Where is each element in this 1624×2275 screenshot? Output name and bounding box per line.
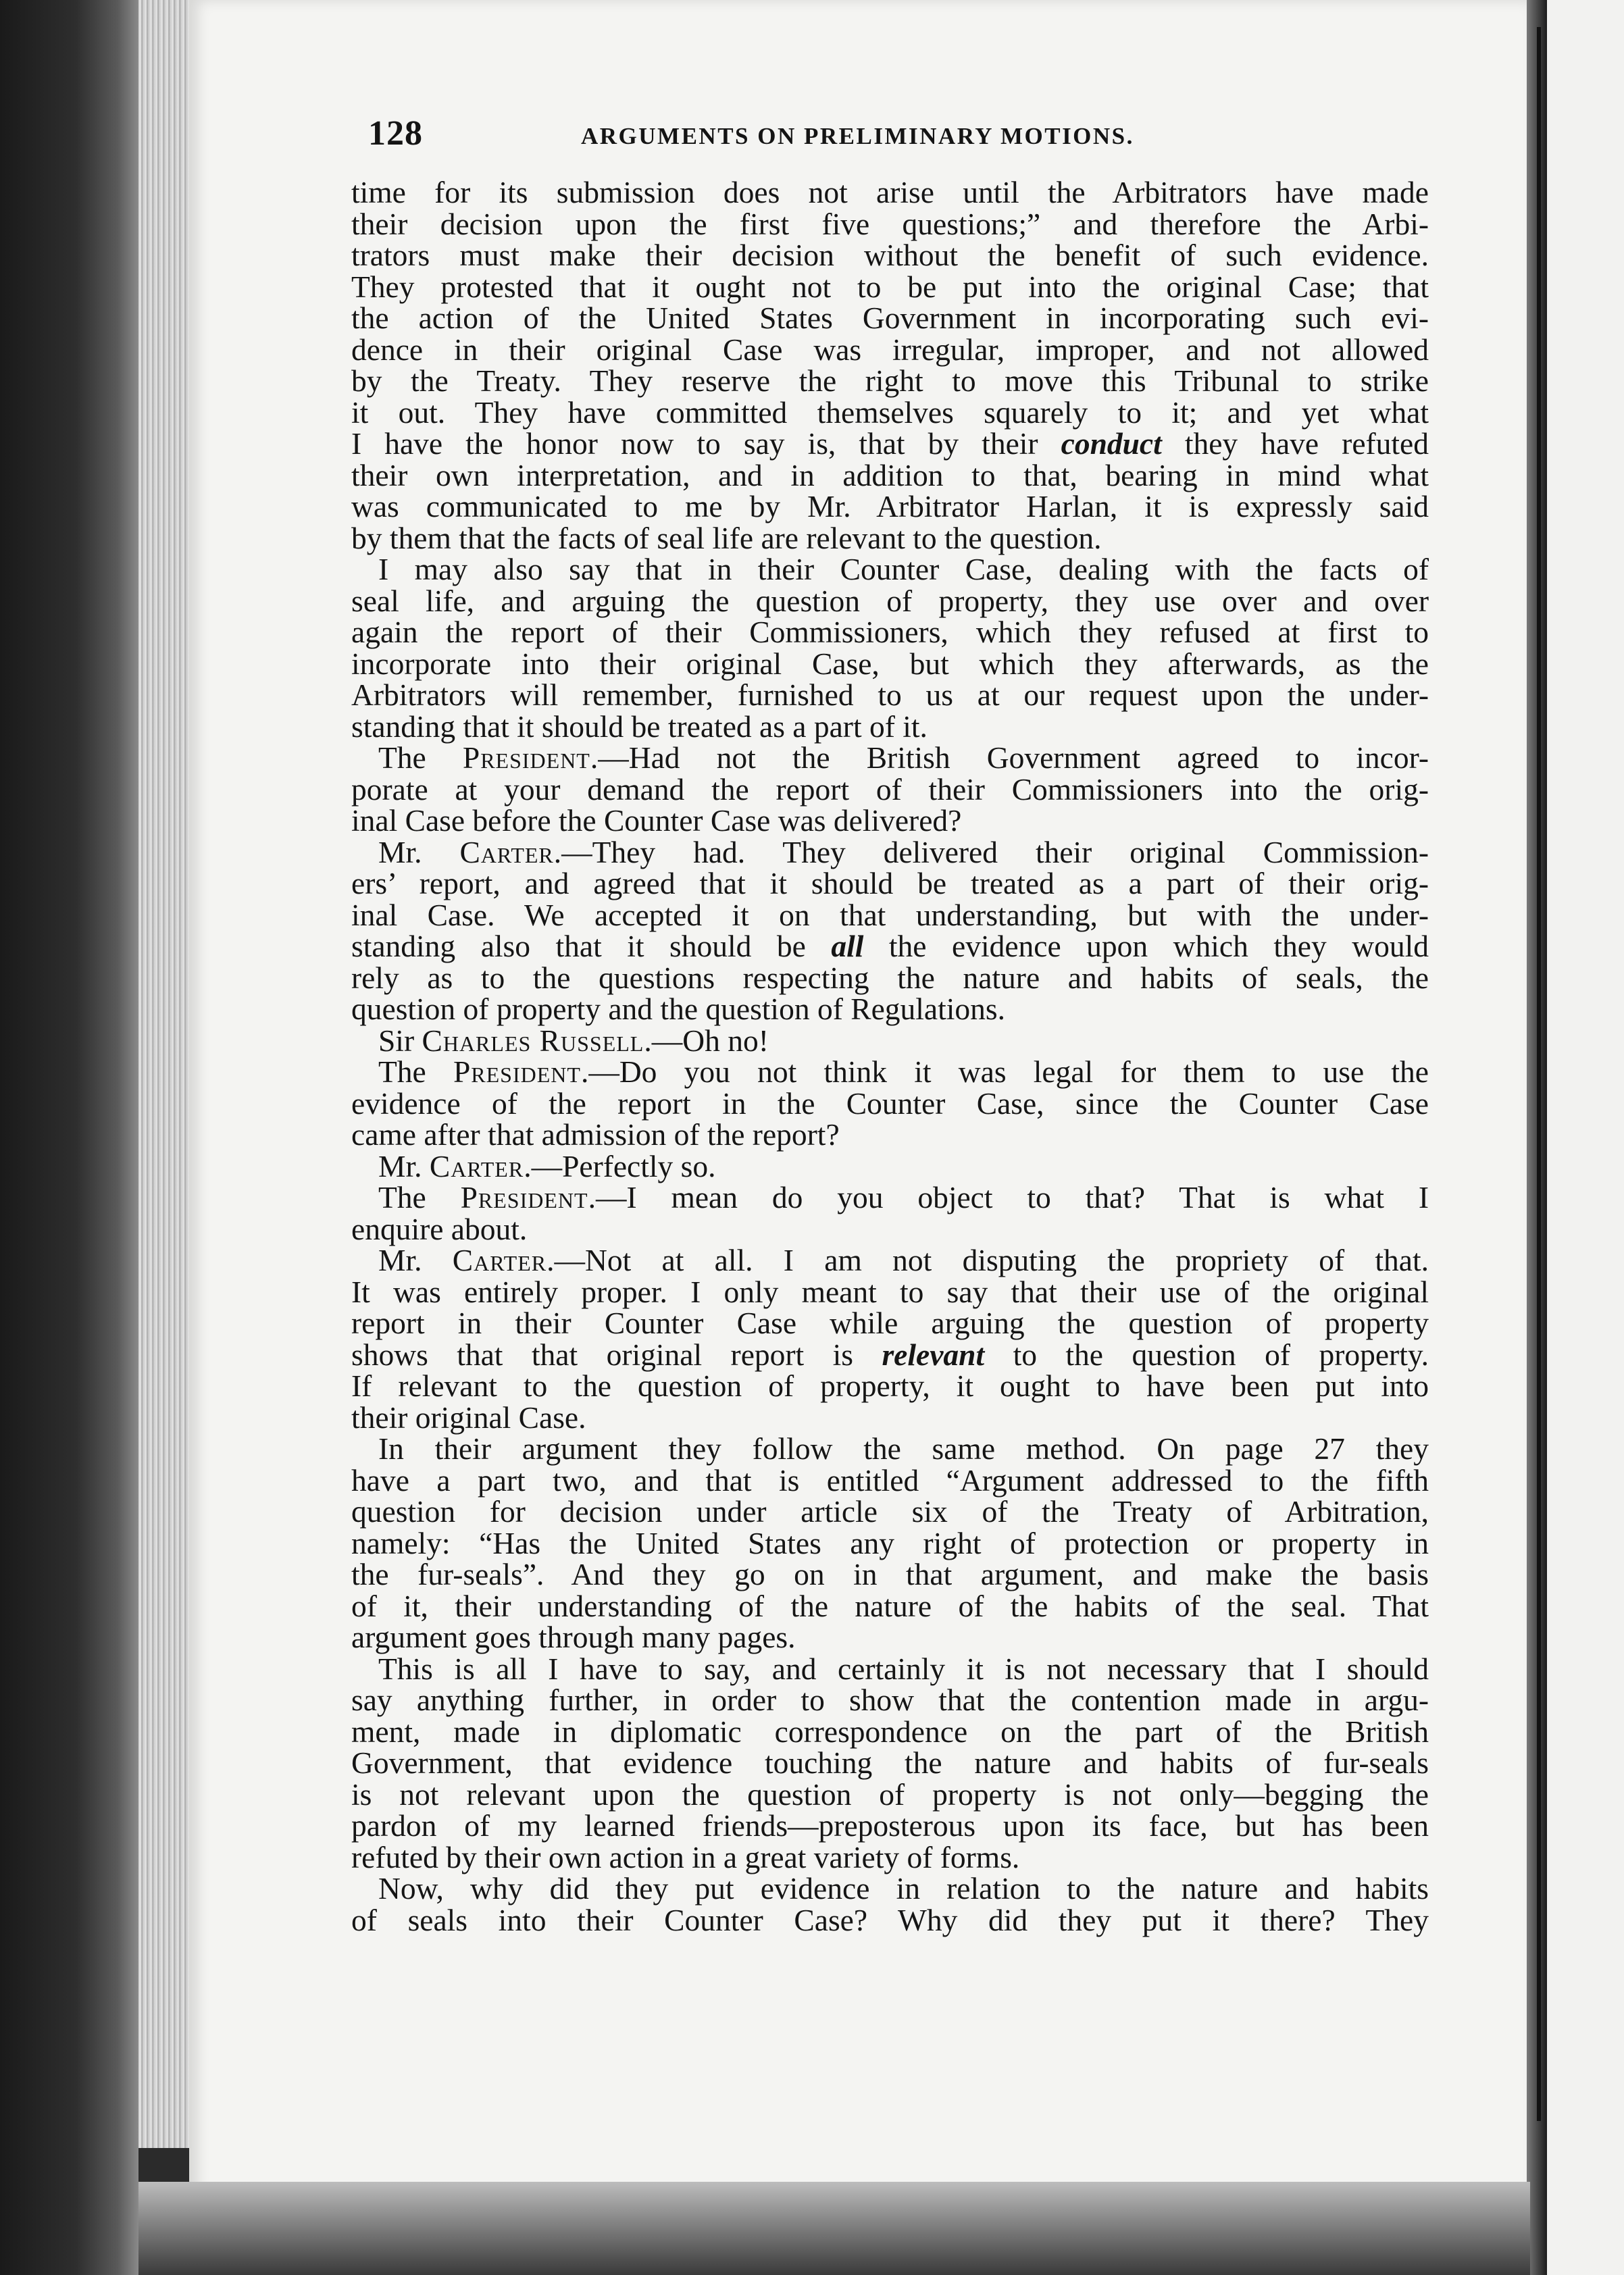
text-line	[351, 960, 1429, 995]
line-text: inal Case. We accepted it on that understanding, but with the under-	[351, 897, 1429, 932]
line-text: question for decision under article six of the Treaty of Arbitration,	[351, 1494, 1429, 1529]
line-text: of seals into their Counter Case? Why did they put it there? They	[351, 1902, 1429, 1937]
line-text: the action of the United States Government in incorporating such evi-	[351, 301, 1429, 335]
text-line	[351, 1056, 1429, 1088]
text-line	[351, 742, 1429, 774]
line-text-before: The	[378, 740, 463, 775]
line-text: their own interpretation, and in addition to that, bearing in mind what	[351, 457, 1429, 492]
text-line	[351, 520, 1429, 555]
next-page	[1547, 0, 1624, 2275]
line-text-after: .—I mean do you object to that? That is what I	[588, 1180, 1429, 1215]
text-line	[351, 1085, 1429, 1121]
text-line	[351, 805, 1429, 837]
text-line	[351, 1025, 1429, 1057]
line-text: Now, why did they put evidence in relation to the nature and habits	[378, 1871, 1429, 1906]
line-text-after: .—Perfectly so.	[524, 1148, 716, 1183]
line-text: refuted by their own action in a great variety of forms.	[351, 1839, 1020, 1874]
text-line	[351, 365, 1429, 397]
text-line	[351, 1588, 1429, 1623]
text-line	[351, 1148, 1429, 1183]
line-text-after: they have refuted	[1161, 426, 1429, 461]
line-text: trators must make their decision without the benefit of such evidence.	[351, 238, 1429, 272]
text-line	[351, 1651, 1429, 1686]
text-line	[351, 240, 1429, 272]
text-line	[351, 1810, 1429, 1842]
line-text: incorporate into their original Case, but which they afterwards, as the	[351, 646, 1429, 681]
text-line	[351, 711, 1429, 743]
line-text-before: Mr.	[378, 834, 460, 869]
text-line	[351, 1245, 1429, 1277]
speaker-name: Carter	[429, 1148, 524, 1183]
text-line	[351, 491, 1429, 523]
line-text: I may also say that in their Counter Case, dealing with the facts of	[378, 552, 1429, 586]
line-text: say anything further, in order to show that the contention made in argu-	[351, 1683, 1429, 1717]
text-line	[351, 834, 1429, 869]
line-text-before: The	[378, 1180, 461, 1215]
line-text: In their argument they follow the same method. On page 27 they	[378, 1431, 1429, 1466]
text-line	[351, 1274, 1429, 1309]
text-line	[351, 680, 1429, 711]
text-line	[351, 1433, 1429, 1465]
line-text: argument goes through many pages.	[351, 1620, 796, 1654]
line-text: question of property and the question of Regulations.	[351, 992, 1005, 1026]
text-line	[351, 868, 1429, 900]
line-text-after: to the question of property.	[984, 1337, 1429, 1372]
line-text: by the Treaty. They reserve the right to move this Tribunal to strike	[351, 363, 1429, 398]
text-line	[351, 1182, 1429, 1214]
text-line	[351, 1685, 1429, 1716]
text-line	[351, 1339, 1429, 1371]
bottom-shadow	[138, 2182, 1530, 2275]
line-text: evidence of the report in the Counter Case, since the Counter Case	[351, 1085, 1429, 1121]
speaker-name: President	[453, 1054, 581, 1089]
line-text: seal life, and arguing the question of property, they use over and over	[351, 583, 1429, 618]
text-line	[351, 177, 1429, 209]
line-text: their decision upon the first five questions;” and therefore the Arbi-	[351, 206, 1429, 241]
text-line	[351, 303, 1429, 334]
text-line	[351, 1839, 1429, 1874]
text-line	[351, 897, 1429, 932]
line-text-before: Sir	[378, 1023, 422, 1058]
body-text	[351, 177, 1429, 1936]
text-line	[351, 1776, 1429, 1812]
text-line	[351, 648, 1429, 680]
text-line	[351, 1211, 1429, 1246]
line-text: report in their Counter Case while arguing the question of property	[351, 1306, 1429, 1340]
line-text-before: Mr.	[378, 1148, 430, 1183]
line-text-before: shows that that original report is	[351, 1337, 882, 1372]
emphasis: conduct	[1061, 426, 1162, 461]
line-text: rely as to the questions respecting the nature and habits of seals, the	[351, 960, 1429, 995]
line-text: it out. They have committed themselves squarely to it; and yet what	[351, 394, 1429, 430]
line-text: is not relevant upon the question of property is not only—begging the	[351, 1776, 1429, 1812]
line-text: ers’ report, and agreed that it should be treated as a part of their orig-	[351, 866, 1429, 900]
line-text: porate at your demand the report of their Commissioners into the orig-	[351, 771, 1429, 807]
text-line	[351, 334, 1429, 366]
line-text: standing that it should be treated as a part of it.	[351, 709, 928, 744]
line-text: namely: “Has the United States any right of protection or property in	[351, 1525, 1429, 1560]
text-line	[351, 583, 1429, 618]
line-text: Government, that evidence touching the nature and habits of fur-seals	[351, 1745, 1429, 1780]
text-line	[351, 269, 1429, 304]
text-line	[351, 771, 1429, 807]
line-text: time for its submission does not arise until the Arbitrators have made	[351, 175, 1429, 209]
text-line	[351, 994, 1429, 1025]
speaker-name: Carter	[459, 834, 554, 869]
line-text: again the report of their Commissioners, which they refused at first to	[351, 615, 1429, 649]
line-text: pardon of my learned friends—preposterous upon its face, but has been	[351, 1808, 1429, 1843]
running-head: ARGUMENTS ON PRELIMINARY MOTIONS.	[581, 123, 1134, 149]
line-text: It was entirely proper. I only meant to say that their use of the original	[351, 1274, 1429, 1309]
line-text: dence in their original Case was irregular, improper, and not allowed	[351, 332, 1429, 367]
line-text-before: The	[378, 1054, 453, 1089]
text-line	[351, 206, 1429, 241]
line-text-after: .—They had. They delivered their original Commission-	[553, 834, 1429, 869]
text-line	[351, 1716, 1429, 1748]
text-line	[351, 1622, 1429, 1654]
text-line	[351, 1902, 1429, 1937]
text-line	[351, 1747, 1429, 1779]
page-header	[368, 113, 1425, 161]
line-text: This is all I have to say, and certainly it is not necessary that I should	[378, 1651, 1429, 1686]
line-text-before: Mr.	[378, 1243, 453, 1277]
text-line	[351, 457, 1429, 492]
line-text: have a part two, and that is entitled “Argument addressed to the fifth	[351, 1462, 1429, 1498]
book-spine	[0, 0, 138, 2275]
text-line	[351, 394, 1429, 430]
line-text: the fur-seals”. And they go on in that argument, and make the basis	[351, 1557, 1429, 1591]
speaker-name: President	[460, 1180, 588, 1215]
line-text: enquire about.	[351, 1211, 528, 1246]
line-text-after: .—Not at all. I am not disputing the propriety of that.	[547, 1243, 1429, 1277]
line-text: They protested that it ought not to be put into the original Case; that	[351, 269, 1429, 304]
text-line	[351, 1119, 1429, 1151]
speaker-name: Carter	[452, 1243, 547, 1277]
line-text-before: standing also that it should be	[351, 929, 832, 963]
text-line	[351, 1559, 1429, 1591]
line-text: was communicated to me by Mr. Arbitrator Harlan, it is expressly said	[351, 489, 1429, 523]
line-text: If relevant to the question of property, it ought to have been put into	[351, 1369, 1429, 1403]
line-text-before: I have the honor now to say is, that by their	[351, 426, 1061, 461]
line-text: came after that admission of the report?	[351, 1117, 840, 1152]
line-text: of it, their understanding of the nature of the habits of the seal. That	[351, 1588, 1429, 1623]
line-text-after: .—Had not the British Government agreed to incor-	[590, 740, 1429, 775]
page-number: 128	[368, 114, 423, 153]
text-line	[351, 1496, 1429, 1528]
text-line	[351, 1525, 1429, 1560]
text-line	[351, 931, 1429, 963]
line-text: by them that the facts of seal life are relevant to the question.	[351, 520, 1102, 555]
text-line	[351, 617, 1429, 648]
line-text: ment, made in diplomatic correspondence on the part of the British	[351, 1714, 1429, 1749]
line-text-after: the evidence upon which they would	[863, 929, 1429, 963]
text-line	[351, 1308, 1429, 1339]
line-text: Arbitrators will remember, furnished to us at our request upon the under-	[351, 678, 1429, 712]
speaker-name: President	[462, 740, 590, 775]
text-line	[351, 428, 1429, 460]
line-text-after: .—Oh no!	[644, 1023, 769, 1058]
text-line	[351, 1873, 1429, 1905]
text-line	[351, 1462, 1429, 1498]
speaker-name: Charles Russell	[422, 1023, 644, 1058]
emphasis: all	[831, 929, 864, 963]
text-line	[351, 1371, 1429, 1402]
line-text: inal Case before the Counter Case was delivered?	[351, 803, 962, 838]
text-line	[351, 554, 1429, 586]
text-line	[351, 1402, 1429, 1434]
next-page-edge	[1537, 27, 1541, 2121]
line-text: their original Case.	[351, 1400, 586, 1435]
line-text-after: .—Do you not think it was legal for them to use the	[580, 1054, 1429, 1089]
page-edges	[138, 0, 193, 2148]
emphasis: relevant	[882, 1337, 985, 1372]
